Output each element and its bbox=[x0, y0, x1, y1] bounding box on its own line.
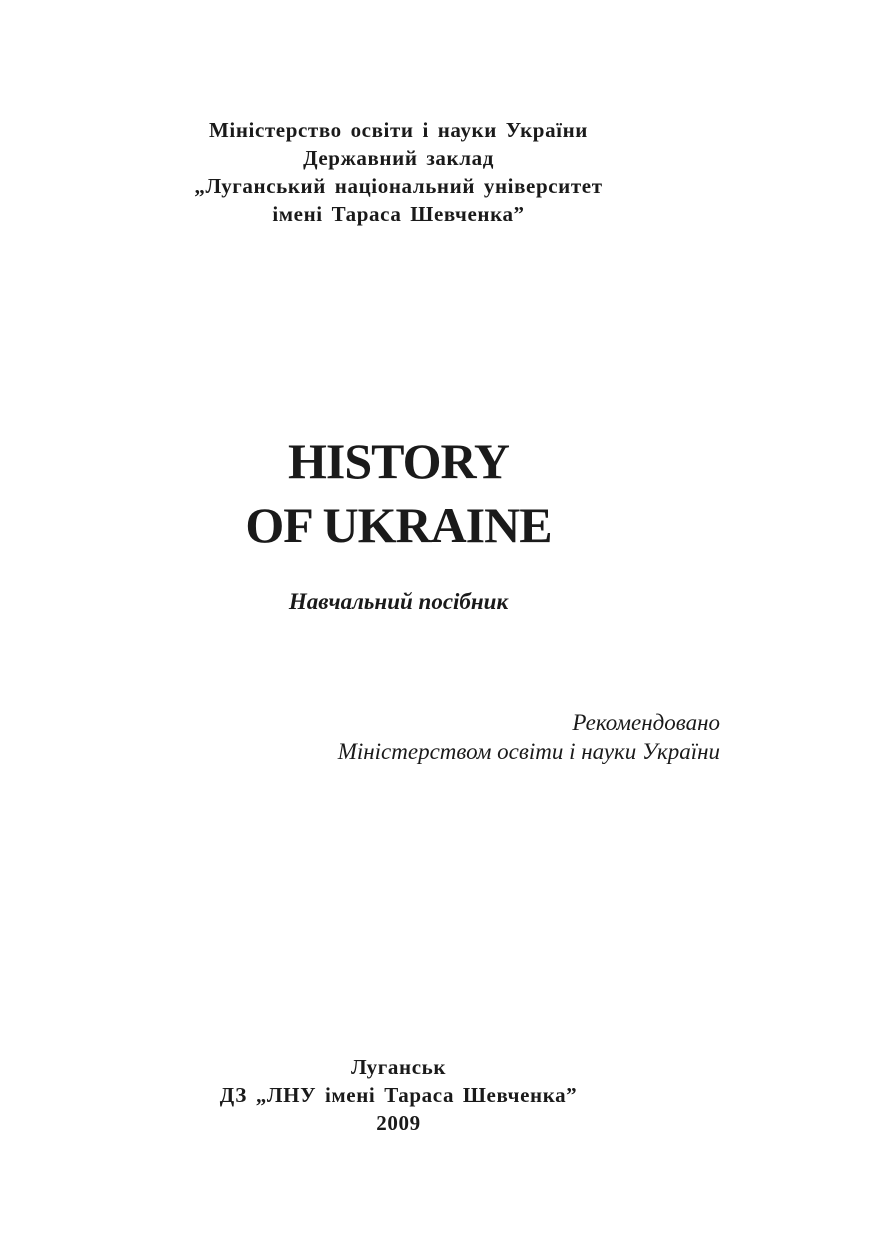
imprint-city: Луганськ bbox=[350, 1055, 447, 1079]
imprint-year: 2009 bbox=[376, 1111, 421, 1135]
imprint-publisher: ДЗ „ЛНУ імені Тараса Шевченка” bbox=[219, 1083, 578, 1107]
institution-type: Державний заклад bbox=[303, 146, 494, 170]
book-subtitle: Навчальний посібник bbox=[288, 589, 509, 614]
recommendation-line-2: Міністерством освіти і науки України bbox=[337, 739, 720, 764]
recommendation-line-1: Рекомендовано bbox=[572, 710, 720, 735]
title-line-2: OF UKRAINE bbox=[245, 497, 552, 553]
institution-name-continued: імені Тараса Шевченка” bbox=[272, 202, 525, 226]
institution-ministry: Міністерство освіти і науки України bbox=[208, 118, 589, 142]
institution-name: „Луганський національний університет bbox=[194, 174, 603, 198]
title-line-1: HISTORY bbox=[288, 433, 509, 489]
